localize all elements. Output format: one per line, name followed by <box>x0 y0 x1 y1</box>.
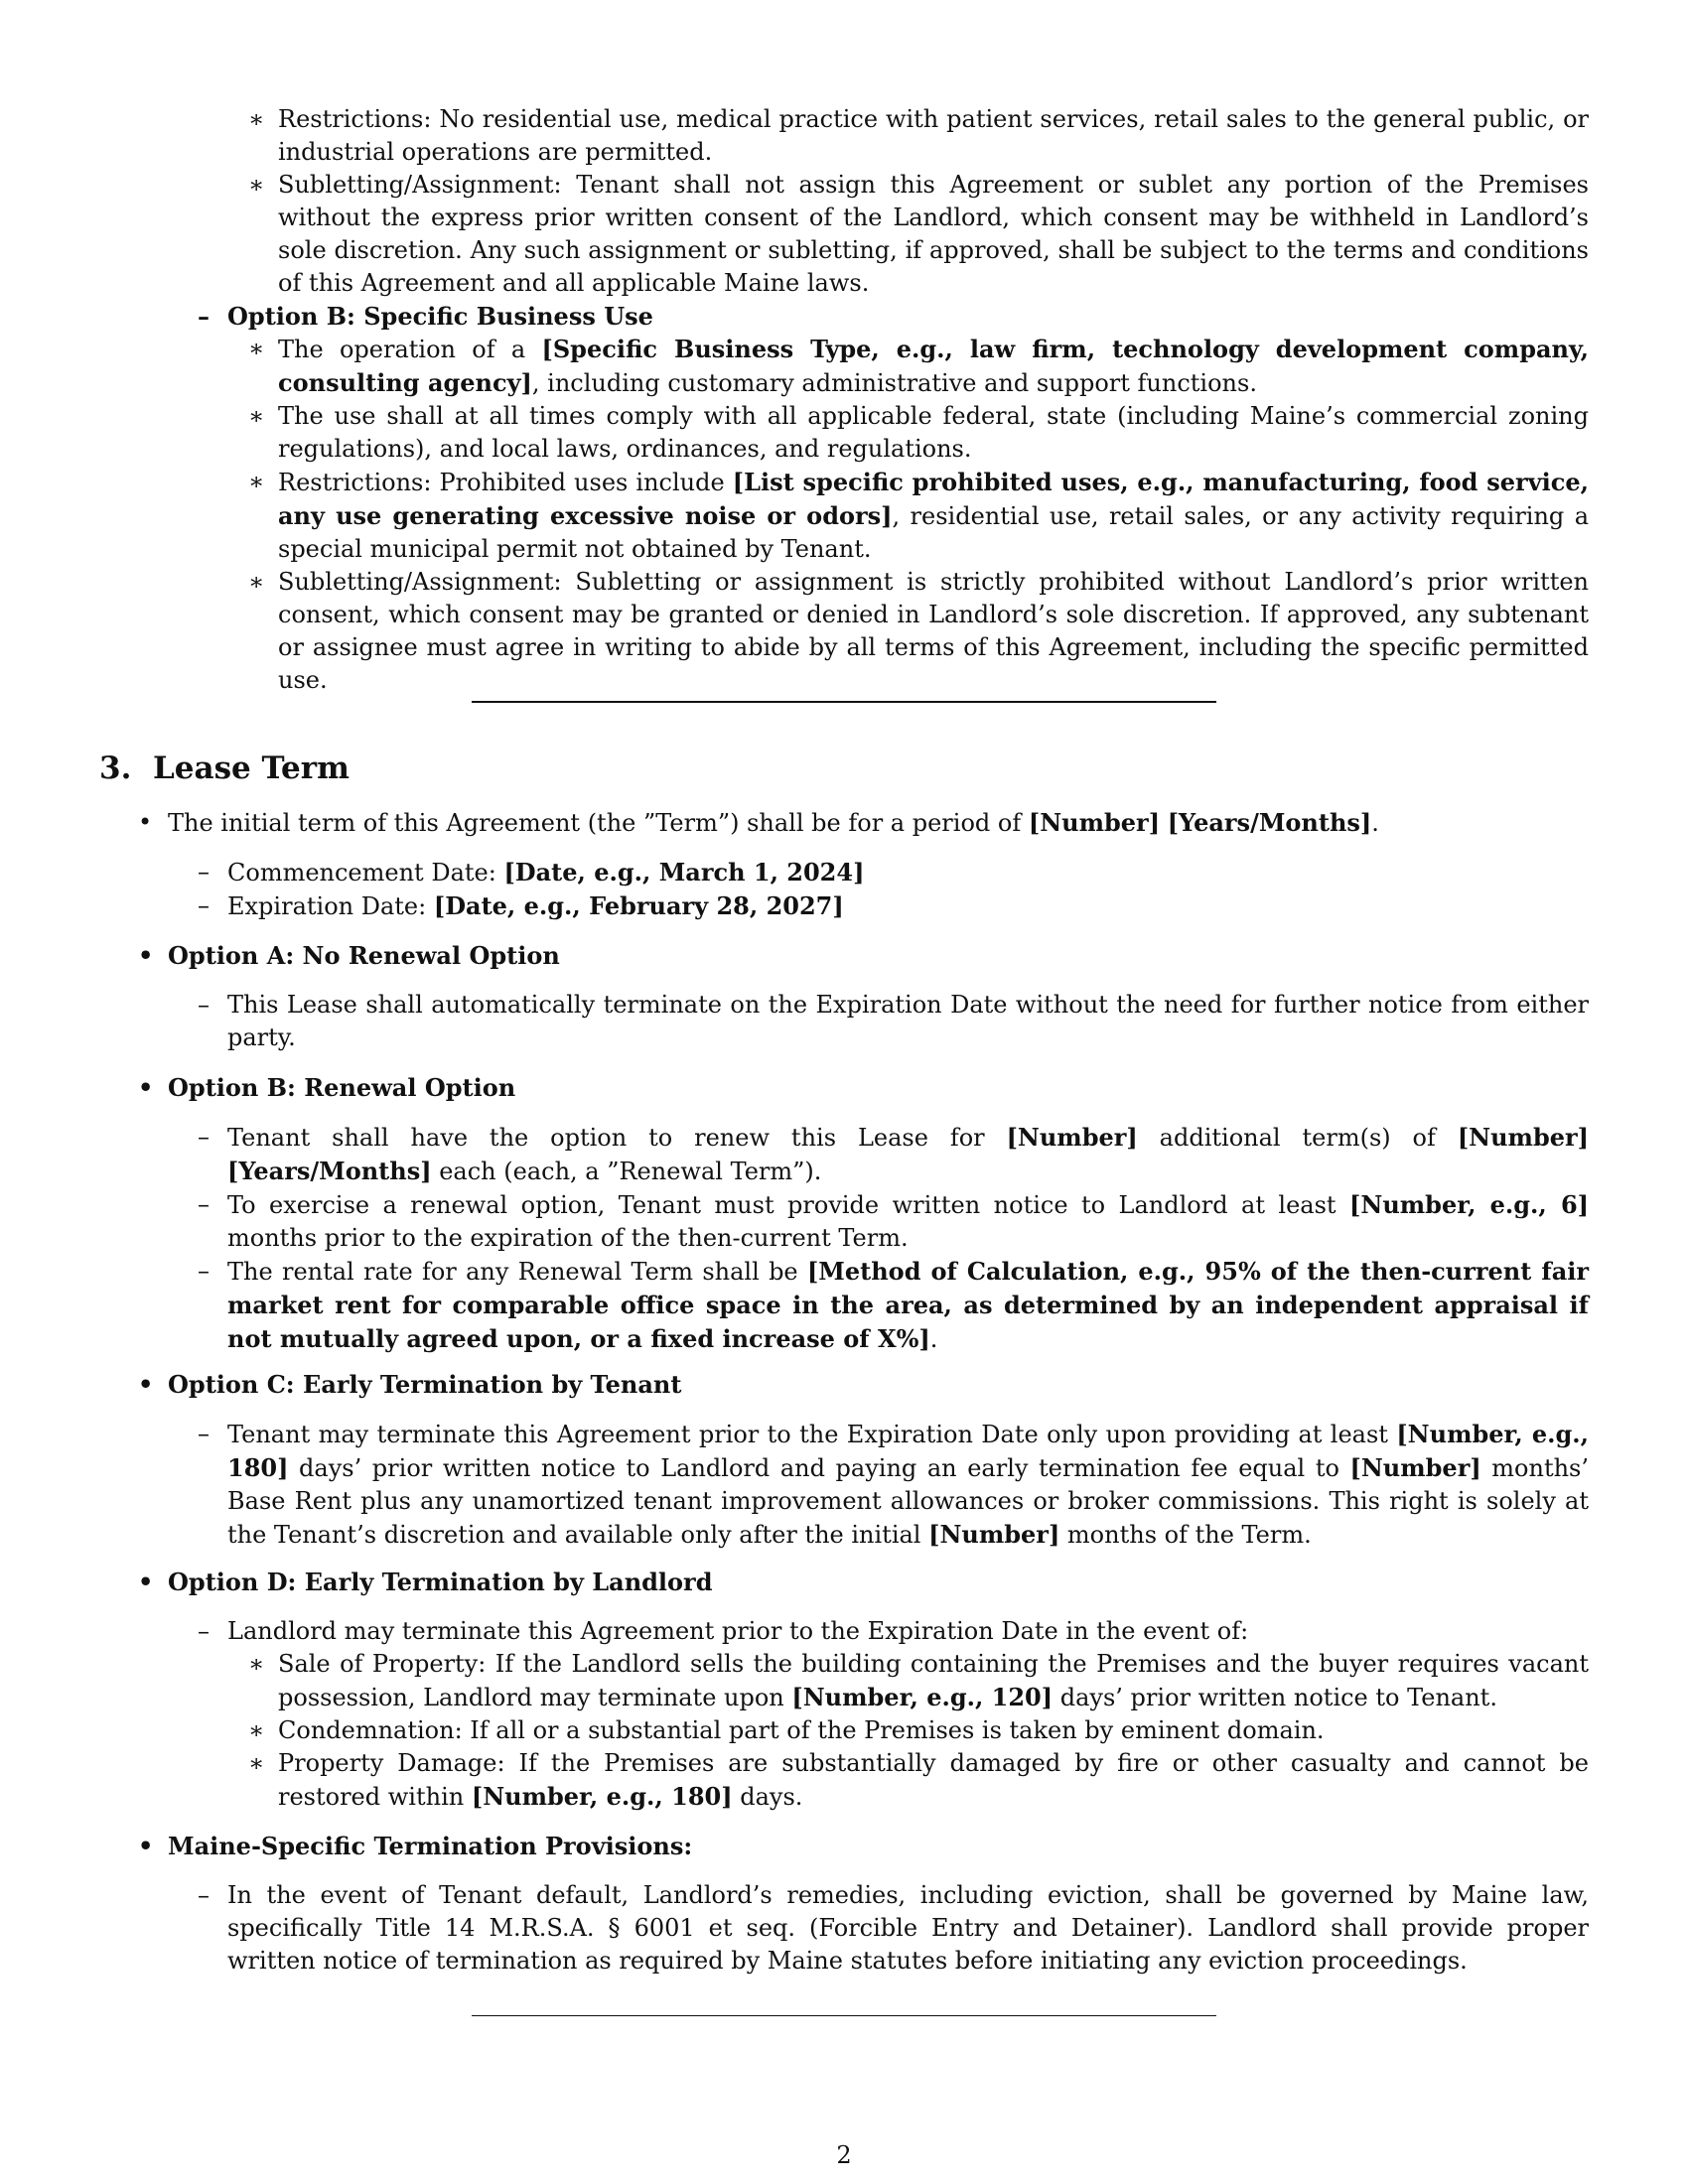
option-b-renewal-body <box>0 1121 1688 1356</box>
list-item: ∗ Property Damage: If the Premises are substantially damaged by fire or other casualty and cannot be restored within [Number, e.g., 180] days. <box>248 1749 1589 1811</box>
list-item: – In the event of Tenant default, Landlord’s remedies, including eviction, shall be governed by Maine law, specifically Title 14 M.R.S.A. § 6001 et seq. (Forcible Entry and Detainer). Landlord shall provide proper written notice of termination as required by Maine statutes before initiating any eviction proceedings. <box>198 1881 1589 1975</box>
list-item: ∗ Condemnation: If all or a substantial part of the Premises is taken by eminent domain. <box>278 1714 1589 1747</box>
list-item: – Tenant may terminate this Agreement prior to the Expiration Date only upon providing at least [Number, e.g., 180] days’ prior written notice to Landlord and paying an early termination fee equal to [Number] months’ Base Rent plus any unamortized tenant improvement allowances or broker commissions. This right is solely at the Tenant’s discretion and available only after the initial [Number] months of the Term. <box>198 1420 1590 1549</box>
list-item: ∗ Sale of Property: If the Landlord sells the building containing the Premises and the buyer requires vacant possession, Landlord may terminate upon [Number, e.g., 120] days’ prior written notice to Tenant. <box>248 1650 1589 1711</box>
option-a-body <box>0 989 1688 1054</box>
dash-marker: – <box>198 1257 210 1285</box>
list-item: – To exercise a renewal option, Tenant must provide written notice to Landlord at least [Number, e.g., 6] months prior to the expiration of the then-current Term. <box>198 1190 1590 1252</box>
option-d-heading: • Option D: Early Termination by Landlord <box>138 1568 713 1596</box>
dash-marker: – <box>198 1617 210 1645</box>
option-d-body <box>0 1615 1688 1814</box>
list-item: ∗ Restrictions: Prohibited uses include [List specific prohibited uses, e.g., manufacturing, food service, any use generating excessive noise or odors], residential use, retail sales, or any activity requiring a special municipal permit not obtained by Tenant. <box>248 468 1589 563</box>
list-item: – Commencement Date: [Date, e.g., March 1, 2024] <box>198 858 865 887</box>
section2-option-a-tail <box>0 103 1688 300</box>
star-marker: ∗ <box>248 171 265 199</box>
maine-body <box>0 1879 1688 1978</box>
term-dates <box>0 856 1688 923</box>
section-heading: 3. Lease Term <box>99 751 350 786</box>
dash-marker: – <box>198 891 210 919</box>
star-marker: ∗ <box>248 1716 265 1744</box>
bullet-marker: • <box>138 1073 154 1102</box>
dash-marker: – <box>198 858 210 886</box>
list-item: • The initial term of this Agreement (the ”Term”) shall be for a period of [Number] [Years/Months]. <box>138 808 1379 837</box>
list-item: ∗ Restrictions: No residential use, medical practice with patient services, retail sales to the general public, or industrial operations are permitted. <box>248 105 1589 166</box>
bullet-marker: • <box>138 1568 154 1596</box>
star-marker: ∗ <box>248 402 265 430</box>
dash-marker: – <box>198 302 210 331</box>
star-marker: ∗ <box>248 468 265 495</box>
option-c-body <box>0 1418 1688 1552</box>
dash-marker: – <box>198 991 210 1019</box>
dash-marker: – <box>198 1123 210 1151</box>
list-item: ∗ Subletting/Assignment: Subletting or assignment is strictly prohibited without Landlord’s prior written consent, which consent may be granted or denied in Landlord’s sole discretion. If approved, any subtenant or assignee must agree in writing to abide by all terms of this Agreement, including the specific permitted use. <box>248 568 1589 694</box>
list-item: – This Lease shall automatically terminate on the Expiration Date without the need for further notice from either party. <box>198 991 1589 1051</box>
list-item: – The rental rate for any Renewal Term shall be [Method of Calculation, e.g., 95% of the then-current fair market rent for comparable office space in the area, as determined by an independent appraisal if not mutually agreed upon, or a fixed increase of X%]. <box>198 1257 1590 1353</box>
option-a-heading: • Option A: No Renewal Option <box>138 941 560 970</box>
dash-marker: – <box>198 1881 210 1909</box>
section-divider <box>472 2015 1216 2016</box>
maine-heading: • Maine-Specific Termination Provisions: <box>138 1832 693 1860</box>
bullet-marker: • <box>138 808 153 836</box>
star-marker: ∗ <box>248 335 265 362</box>
star-marker: ∗ <box>248 105 265 133</box>
bullet-marker: • <box>138 1832 154 1860</box>
bullet-marker: • <box>138 941 154 970</box>
list-item: – Landlord may terminate this Agreement prior to the Expiration Date in the event of: <box>227 1615 1589 1648</box>
dash-marker: – <box>198 1420 210 1447</box>
option-b-heading: – Option B: Specific Business Use <box>198 302 653 331</box>
section-divider <box>472 701 1216 703</box>
option-c-heading: • Option C: Early Termination by Tenant <box>138 1370 682 1399</box>
list-item: ∗ The use shall at all times comply with all applicable federal, state (including Maine’s commercial zoning regulations), and local laws, ordinances, and regulations. <box>248 402 1589 463</box>
list-item: ∗ Subletting/Assignment: Tenant shall not assign this Agreement or sublet any portion of the Premises without the express prior written consent of the Landlord, which consent may be withheld in Landlord’s sole discretion. Any such assignment or subletting, if approved, shall be subject to the terms and conditions of this Agreement and all applicable Maine laws. <box>248 171 1589 297</box>
star-marker: ∗ <box>248 1749 265 1777</box>
star-marker: ∗ <box>248 568 265 596</box>
dash-marker: – <box>198 1190 210 1218</box>
term-item <box>0 806 1688 840</box>
page-number: 2 <box>836 2141 852 2169</box>
star-marker: ∗ <box>248 1650 265 1678</box>
list-item: – Tenant shall have the option to renew this Lease for [Number] additional term(s) of [Number] [Years/Months] each (each, a ”Renewal Term”). <box>198 1123 1589 1185</box>
option-b-renewal-heading: • Option B: Renewal Option <box>138 1073 516 1102</box>
section2-option-b <box>0 300 1688 697</box>
list-item: ∗ The operation of a [Specific Business Type, e.g., law firm, technology development company, consulting agency], including customary administrative and support functions. <box>248 335 1589 397</box>
bullet-marker: • <box>138 1370 154 1399</box>
list-item: – Expiration Date: [Date, e.g., February 28, 2027] <box>198 891 844 920</box>
